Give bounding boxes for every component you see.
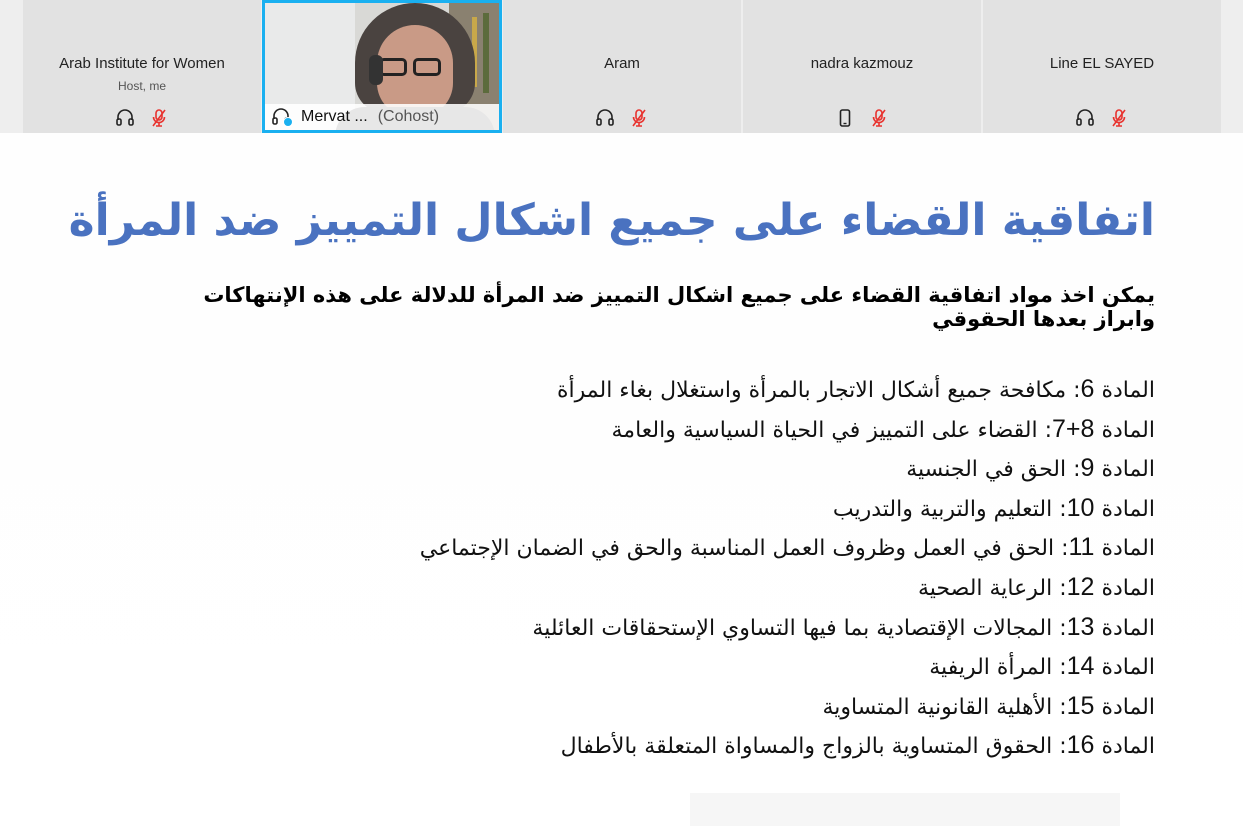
shared-slide [0,133,1243,826]
mic-muted-icon [1108,107,1130,129]
participant-role: Host, me [117,79,166,93]
article-item [255,449,1155,489]
participant-tile-aram[interactable] [503,0,741,133]
article-number: 16 [1066,731,1095,760]
slide-subtitle: يمكن اخذ مواد اتفاقية القضاء على جميع اشكال التمييز ضد المرأة للدلالة على هذه الإنتهاكات وابراز بعدها الحقوقي [203,283,1155,331]
headset-icon [114,107,136,129]
article-number: 14 [1066,652,1095,681]
participant-name: Arab Institute for Women [59,55,225,72]
article-separator: : [1052,496,1067,522]
article-label: المادة [1101,734,1155,760]
article-separator: : [1052,615,1067,641]
active-speaker-video[interactable] [262,0,502,133]
headset-talking-icon [271,107,297,127]
article-text: المرأة الريفية [929,655,1053,681]
participant-status-icons [23,107,261,129]
participant-name: nadra kazmouz [810,55,914,72]
article-item [255,647,1155,687]
participant-tile-line[interactable] [983,0,1221,133]
article-separator: : [1037,417,1053,443]
headset-icon [1074,107,1096,129]
article-item [255,370,1155,410]
article-number: 9 [1080,454,1095,483]
article-number: 12 [1066,572,1095,601]
article-text: الحق في العمل وظروف العمل المناسبة والحق في الضمان الإجتماعي [419,536,1055,562]
article-number: 10 [1066,493,1095,522]
video-caption [265,104,499,130]
glasses [413,58,441,76]
article-number: 7+8 [1052,414,1095,443]
article-label: المادة [1101,378,1155,403]
article-text: القضاء على التمييز في الحياة السياسية والعامة [611,417,1038,443]
article-separator: : [1052,734,1067,760]
article-label: المادة [1101,496,1155,522]
speaker-name: Mervat ... [301,108,368,125]
speaker-headset [369,55,383,85]
slide-title: اتفاقية القضاء على جميع اشكال التمييز ضد المرأة [68,195,1155,246]
article-separator: : [1066,378,1081,403]
mic-muted-icon [868,107,890,129]
article-number: 6 [1080,375,1095,403]
article-separator: : [1052,575,1067,601]
participant-status-icons [743,107,981,129]
phone-icon [834,107,856,129]
article-label: المادة [1101,417,1155,443]
participant-name: Aram [604,55,640,72]
glasses [379,58,407,76]
mic-muted-icon [628,107,650,129]
article-separator: : [1054,536,1069,562]
book [483,13,489,93]
participant-name: Line EL SAYED [1049,55,1155,72]
article-label: المادة [1101,457,1155,483]
article-label: المادة [1101,536,1155,562]
speaker-role: (Cohost) [377,108,440,125]
article-label: المادة [1101,615,1155,641]
article-separator: : [1052,694,1067,720]
article-text: الرعاية الصحية [917,575,1053,601]
participant-tile-host[interactable] [23,0,261,133]
participant-status-icons [503,107,741,129]
article-separator: : [1052,655,1067,681]
article-item [255,568,1155,608]
article-label: المادة [1101,655,1155,681]
article-number: 13 [1066,612,1095,641]
article-number: 15 [1066,691,1095,720]
headset-icon [594,107,616,129]
article-list [255,370,1155,766]
article-text: الأهلية القانونية المتساوية [822,694,1053,720]
article-item [255,608,1155,648]
article-label: المادة [1101,694,1155,720]
mic-muted-icon [148,107,170,129]
article-text: الحق في الجنسية [906,457,1067,483]
article-item [255,726,1155,766]
article-text: المجالات الإقتصادية بما فيها التساوي الإستحقاقات العائلية [532,615,1053,641]
participant-status-icons [983,107,1221,129]
article-item [255,687,1155,727]
slide-footer-area [690,793,1120,826]
article-text: مكافحة جميع أشكال الاتجار بالمرأة واستغلال بغاء المرأة [557,378,1067,403]
participant-strip [0,0,1243,133]
participant-tile-nadra[interactable] [743,0,981,133]
article-number: 11 [1068,533,1095,562]
article-item [255,410,1155,450]
article-text: التعليم والتربية والتدريب [832,496,1053,522]
article-text: الحقوق المتساوية بالزواج والمساواة المتعلقة بالأطفال [560,734,1053,760]
article-label: المادة [1101,575,1155,601]
article-item [255,489,1155,529]
article-separator: : [1066,457,1081,483]
article-item [255,528,1155,568]
